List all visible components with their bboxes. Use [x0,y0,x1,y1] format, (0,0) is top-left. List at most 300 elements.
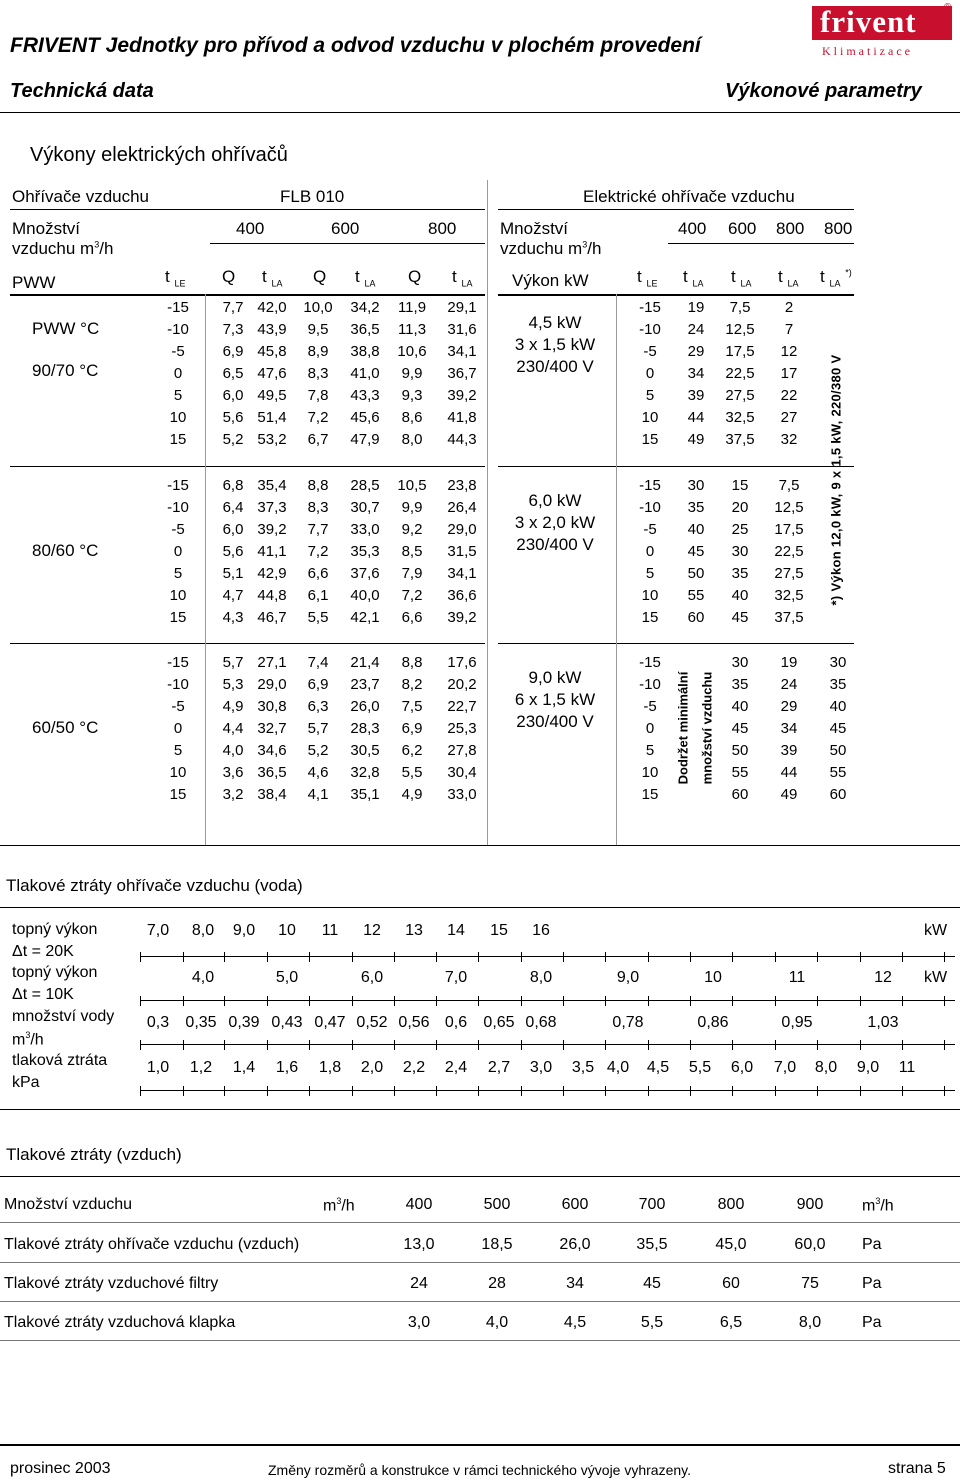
r-value-cell: 12 [780,343,798,360]
r-tle-cell: 10 [641,587,659,604]
value-cell: 51,4 [257,409,287,426]
value-cell: 6,4 [222,499,244,516]
value-cell: 7,9 [401,565,423,582]
rule [0,1176,960,1177]
scale-value: 11 [321,922,339,939]
page-title: FRIVENT Jednotky pro přívod a odvod vzduchu v plochém provedení [10,34,701,57]
left-title: Ohřívače vzduchu [12,187,150,206]
value-cell: 10,0 [303,299,333,316]
air-value: 45,0 [715,1236,747,1253]
r-value-cell: 22,5 [774,543,804,560]
rule [498,466,854,467]
value-cell: 40,0 [350,587,380,604]
tle-cell: -10 [167,499,189,516]
r-value-cell: 34 [687,365,705,382]
scale-value: 1,6 [275,1059,299,1076]
section1-title: Výkony elektrických ohřívačů [30,144,288,166]
scale-tick [563,996,564,1006]
value-cell: 36,6 [447,587,477,604]
r-value-cell: 22,5 [725,365,755,382]
section-left-subtitle: Technická data [10,80,154,102]
r-value-cell: 49 [780,786,798,803]
r-value-cell: 55 [687,587,705,604]
r-value-cell: 7,5 [778,477,800,494]
scale-value: 1,8 [318,1059,342,1076]
tle-cell: 15 [169,609,187,626]
value-cell: 6,3 [307,698,329,715]
scale-tick [690,952,691,962]
value-cell: 33,0 [350,521,380,538]
value-cell: 3,2 [222,786,244,803]
value-cell: 27,1 [257,654,287,671]
scale-tick [690,1040,691,1050]
tle-cell: -15 [167,299,189,316]
value-cell: 41,8 [447,409,477,426]
scale-tick [394,1040,395,1050]
value-cell: 4,9 [401,786,423,803]
logo-subtitle: K l i m a t i z a c e [822,44,910,58]
r-tle-cell: 5 [645,387,655,404]
scale-tick [563,952,564,962]
value-cell: 9,2 [401,521,423,538]
tle-cell: 10 [169,587,187,604]
scale-tick [775,996,776,1006]
scale-tick [605,952,606,962]
r-tle-cell: 0 [645,720,655,737]
r-tle-cell: -5 [643,521,657,538]
scale-value: 0,95 [781,1014,813,1031]
r-tle-cell: 15 [641,431,659,448]
air-value: 26,0 [559,1236,591,1253]
tle-cell: 10 [169,764,187,781]
r-value-cell: 50 [687,565,705,582]
scale-tick [267,952,268,962]
flb-title: FLB 010 [280,187,345,206]
scale-tick [436,996,437,1006]
air-row-label: Tlakové ztráty vzduchové filtry [4,1275,219,1292]
rule [10,466,485,467]
value-cell: 36,7 [447,365,477,382]
scale-value: 8,0 [191,922,215,939]
value-cell: 35,4 [257,477,287,494]
r-col-tla2: t $_{LA}$ [731,267,752,289]
scale-value: 0,52 [356,1014,388,1031]
rule [210,243,485,244]
power-line: 3 x 2,0 kW [514,513,596,532]
scale-tick [605,1086,606,1096]
value-cell: 5,6 [222,409,244,426]
r-tle-cell: 10 [641,764,659,781]
value-cell: 34,2 [350,299,380,316]
r-value-cell: 24 [780,676,798,693]
footer-date: prosinec 2003 [10,1460,111,1477]
scale-tick [817,1040,818,1050]
r-value-cell: 37,5 [774,609,804,626]
scale-tick [352,1086,353,1096]
r-value-cell: 60 [829,786,847,803]
logo-registered: ® [944,2,952,13]
tle-cell: 0 [173,365,183,382]
scale-tick [775,1040,776,1050]
scale-value: 1,03 [867,1014,899,1031]
rule [0,1340,960,1341]
scale-tick [605,1040,606,1050]
value-cell: 6,0 [222,521,244,538]
scale-tick [817,996,818,1006]
tle-cell: 10 [169,409,187,426]
scale-value: 12 [363,922,381,939]
scale-value: 1,0 [146,1059,170,1076]
col-q3: Q [408,267,422,286]
value-cell: 34,1 [447,565,477,582]
scale-tick [860,1086,861,1096]
scale-value: 0,56 [398,1014,430,1031]
water-label-7: tlaková ztráta [12,1052,108,1069]
tle-cell: 0 [173,720,183,737]
r-airflow-600: 600 [728,219,757,238]
power-line: 230/400 V [516,357,594,376]
right-title: Elektrické ohřívače vzduchu [583,187,795,206]
scale-tick [521,996,522,1006]
scale-value: 7,0 [773,1059,797,1076]
value-cell: 41,1 [257,543,287,560]
scale-tick [648,1040,649,1050]
power-line: 6 x 1,5 kW [514,690,596,709]
air-value: 45 [643,1275,661,1292]
r-value-cell: 44 [780,764,798,781]
value-cell: 7,2 [307,543,329,560]
r-tle-cell: -15 [639,654,661,671]
r-airflow-800b: 800 [824,219,853,238]
air-row-end-unit: Pa [862,1314,882,1331]
value-cell: 53,2 [257,431,287,448]
tle-cell: -5 [171,521,185,538]
scale-value: 0,3 [146,1014,170,1031]
r-value-cell: 19 [687,299,705,316]
r-airflow-400: 400 [678,219,707,238]
scale-tick [394,1086,395,1096]
scale-tick [436,952,437,962]
scale-tick [183,1086,184,1096]
scale-tick [140,1040,141,1050]
r-airflow-800: 800 [776,219,805,238]
r-value-cell: 32 [780,431,798,448]
scale-value: 6,0 [730,1059,754,1076]
scale-tick [860,952,861,962]
r-tle-cell: 5 [645,565,655,582]
r-value-cell: 12,5 [725,321,755,338]
air-value: 4,5 [563,1314,587,1331]
r-value-cell: 17,5 [725,343,755,360]
r-value-cell: 60 [687,609,705,626]
airflow-600: 600 [331,219,360,238]
scale-tick [521,1086,522,1096]
r-col-tla3: t $_{LA}$ [778,267,799,289]
value-cell: 5,1 [222,565,244,582]
scale-value: 9,0 [232,922,256,939]
scale-tick [478,996,479,1006]
scale-tick [648,1086,649,1096]
r-tle-cell: -15 [639,299,661,316]
value-cell: 8,9 [307,343,329,360]
value-cell: 6,6 [307,565,329,582]
r-tle-cell: 5 [645,742,655,759]
scale-value: 0,39 [228,1014,260,1031]
value-cell: 5,2 [307,742,329,759]
air-value: 28 [488,1275,506,1292]
r-tle-cell: 10 [641,409,659,426]
value-cell: 37,3 [257,499,287,516]
scale-tick [775,1086,776,1096]
rule [10,643,485,644]
air-row-end-unit: Pa [862,1236,882,1253]
footer-page: strana 5 [888,1460,946,1477]
section3-title: Tlakové ztráty (vzduch) [6,1145,182,1164]
value-cell: 6,7 [307,431,329,448]
r-value-cell: 40 [731,587,749,604]
value-cell: 11,9 [397,299,427,316]
r-value-cell: 34 [780,720,798,737]
r-value-cell: 39 [687,387,705,404]
scale-tick [394,996,395,1006]
scale-tick [478,1086,479,1096]
r-value-cell: 27 [780,409,798,426]
value-cell: 5,7 [222,654,244,671]
r-value-cell: 39 [780,742,798,759]
value-cell: 9,3 [401,387,423,404]
value-cell: 32,7 [257,720,287,737]
value-cell: 7,7 [307,521,329,538]
scale-value: 4,0 [191,969,215,986]
tle-cell: 5 [173,565,183,582]
scale-value: 0,86 [697,1014,729,1031]
value-cell: 9,9 [401,499,423,516]
power-line: 9,0 kW [528,668,582,687]
scale-value: 1,4 [232,1059,256,1076]
value-cell: 38,4 [257,786,287,803]
value-cell: 7,4 [307,654,329,671]
air-value: 4,0 [485,1314,509,1331]
col-q1: Q [222,267,236,286]
rule [0,1222,960,1223]
scale-value: 0,47 [314,1014,346,1031]
air-value: 6,5 [719,1314,743,1331]
airflow-400: 400 [236,219,265,238]
r-col-tla4: t $_{LA}$ *) [820,267,852,289]
scale-tick [860,996,861,1006]
scale-tick [902,1040,903,1050]
scale-tick [563,1040,564,1050]
value-cell: 8,8 [401,654,423,671]
col-q2: Q [313,267,327,286]
value-cell: 4,0 [222,742,244,759]
group-label-2: 90/70 °C [32,361,99,380]
amount-label-l2: vzduchu $m^3/h$ [12,239,114,258]
air-value: 900 [796,1196,824,1213]
value-cell: 8,6 [401,409,423,426]
value-cell: 6,9 [222,343,244,360]
r-value-cell: 29 [687,343,705,360]
value-cell: 28,5 [350,477,380,494]
value-cell: 5,7 [307,720,329,737]
scale-value: 10 [278,922,296,939]
power-line: 3 x 1,5 kW [514,335,596,354]
scale-value: 10 [704,969,722,986]
scale-value: 5,0 [275,969,299,986]
value-cell: 8,3 [307,499,329,516]
r-value-cell: 35 [731,676,749,693]
scale-value: 0,35 [185,1014,217,1031]
value-cell: 6,9 [307,676,329,693]
scale-value: 8,0 [529,969,553,986]
air-value: 60,0 [794,1236,826,1253]
water-label-1: topný výkon [12,921,98,938]
air-value: 34 [566,1275,584,1292]
scale-unit: kW [924,922,948,939]
scale-tick [309,1040,310,1050]
value-cell: 29,1 [447,299,477,316]
scale-tick [478,952,479,962]
scale-value: 12 [874,969,892,986]
r-tle-cell: -5 [643,343,657,360]
value-cell: 8,0 [401,431,423,448]
frivent-logo [812,6,952,40]
amount-label-l1: Množství [12,219,81,238]
scale-value: 8,0 [814,1059,838,1076]
scale-value: 3,5 [571,1059,595,1076]
tle-cell: 15 [169,431,187,448]
col-tle: t $_{LE}$ [165,267,186,289]
value-cell: 42,0 [257,299,287,316]
column-rule [616,294,617,845]
value-cell: 3,6 [222,764,244,781]
footer-note: Změny rozměrů a konstrukce v rámci technického vývoje vyhrazeny. [268,1462,692,1478]
tle-cell: 5 [173,742,183,759]
col-vykon: Výkon kW [512,271,589,290]
value-cell: 30,8 [257,698,287,715]
scale-tick [732,996,733,1006]
value-cell: 20,2 [447,676,477,693]
scale-tick [690,1086,691,1096]
water-label-2: Δt = 20K [12,943,74,960]
r-tle-cell: -10 [639,321,661,338]
scale-tick [394,952,395,962]
value-cell: 6,2 [401,742,423,759]
value-cell: 10,6 [397,343,427,360]
value-cell: 44,8 [257,587,287,604]
scale-line [140,1090,955,1091]
value-cell: 31,5 [447,543,477,560]
r-value-cell: 45 [687,543,705,560]
value-cell: 5,3 [222,676,244,693]
air-row-label: Množství vzduchu [4,1196,133,1213]
value-cell: 42,9 [257,565,287,582]
value-cell: 43,3 [350,387,380,404]
scale-tick [140,1086,141,1096]
value-cell: 25,3 [447,720,477,737]
r-value-cell: 25 [731,521,749,538]
scale-tick [817,1086,818,1096]
r-tle-cell: -10 [639,676,661,693]
scale-tick [817,952,818,962]
tle-cell: -10 [167,676,189,693]
value-cell: 4,4 [222,720,244,737]
value-cell: 36,5 [350,321,380,338]
logo-text: frivent [820,4,917,39]
scale-value: 15 [490,922,508,939]
air-value: 5,5 [640,1314,664,1331]
scale-tick [436,1086,437,1096]
vertical-note: *) Výkon 12,0 kW, 9 x 1,5 kW, 220/380 V [828,354,844,606]
r-tle-cell: -15 [639,477,661,494]
section-right-subtitle: Výkonové parametry [725,80,922,102]
r-value-cell: 60 [731,786,749,803]
airflow-800: 800 [428,219,457,238]
value-cell: 8,2 [401,676,423,693]
scale-tick [352,996,353,1006]
rule [668,243,854,244]
pww-label: PWW [12,273,56,292]
rule [498,294,854,296]
scale-tick [352,952,353,962]
vertical-note-min-l2: množství vzduchu [699,671,715,785]
scale-tick [267,1040,268,1050]
scale-tick [183,952,184,962]
r-value-cell: 45 [731,720,749,737]
scale-value: 0,6 [444,1014,468,1031]
r-value-cell: 55 [829,764,847,781]
scale-tick [944,996,945,1006]
r-tle-cell: 15 [641,786,659,803]
scale-line [140,1000,955,1001]
scale-tick [902,996,903,1006]
value-cell: 36,5 [257,764,287,781]
scale-tick [521,952,522,962]
scale-tick [521,1040,522,1050]
col-tla3: t $_{LA}$ [452,267,473,289]
column-rule [487,180,488,845]
value-cell: 49,5 [257,387,287,404]
air-value: 700 [638,1196,666,1213]
r-value-cell: 17 [780,365,798,382]
air-row-label: Tlakové ztráty vzduchová klapka [4,1314,236,1331]
scale-tick [436,1040,437,1050]
scale-value: 9,0 [616,969,640,986]
scale-tick [944,1040,945,1050]
scale-value: 6,0 [360,969,384,986]
value-cell: 4,3 [222,609,244,626]
value-cell: 34,6 [257,742,287,759]
rule [0,1262,960,1263]
scale-line [140,956,955,957]
air-value: 35,5 [636,1236,668,1253]
rule [0,845,960,846]
header-divider [0,112,960,113]
power-line: 230/400 V [516,535,594,554]
value-cell: 46,7 [257,609,287,626]
tle-cell: 15 [169,786,187,803]
r-tle-cell: 0 [645,365,655,382]
r-tle-cell: 15 [641,609,659,626]
value-cell: 10,5 [397,477,427,494]
rule [0,1109,960,1110]
col-tla2: t $_{LA}$ [355,267,376,289]
scale-value: 0,65 [483,1014,515,1031]
r-col-tle: t $_{LE}$ [637,267,658,289]
col-tla1: t $_{LA}$ [262,267,283,289]
r-value-cell: 45 [731,609,749,626]
tle-cell: -15 [167,654,189,671]
